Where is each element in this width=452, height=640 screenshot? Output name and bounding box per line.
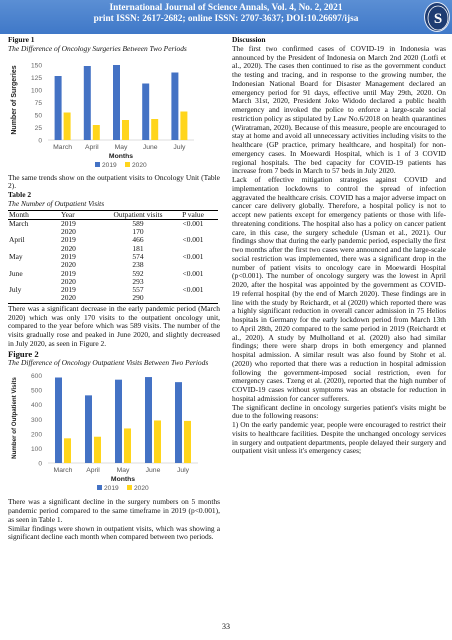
- figure1-label: Figure 1: [8, 35, 35, 44]
- legend-label-2019: 2019: [102, 161, 117, 169]
- bar-2020-may: [122, 120, 129, 140]
- table-cell: June: [9, 268, 23, 278]
- journal-header: [0, 0, 452, 34]
- y-axis-label: Number of Outpatient Visits: [11, 377, 18, 460]
- bar-2020-july: [184, 421, 191, 463]
- x-tick-label: May: [116, 467, 130, 475]
- bar-2019-may: [113, 65, 120, 140]
- x-axis-label: Months: [108, 152, 134, 160]
- y-tick-label: 300: [30, 417, 42, 425]
- page-number: 33: [222, 622, 230, 631]
- table-cell: 2019: [61, 268, 76, 278]
- y-tick-label: 75: [34, 99, 42, 107]
- outpatient-bar-chart: [8, 367, 220, 495]
- bar-2019-july: [175, 382, 182, 463]
- table-cell: 2019: [61, 218, 76, 228]
- legend-label-2019: 2019: [104, 485, 119, 493]
- table-cell: July: [9, 285, 22, 295]
- figure2-label: Figure 2: [8, 348, 39, 359]
- x-tick-label: March: [53, 467, 73, 475]
- table-cell: [8, 294, 60, 303]
- table-cell: 2019: [61, 235, 76, 245]
- table-cell: March: [9, 218, 29, 228]
- y-tick-label: 600: [30, 373, 42, 381]
- y-tick-label: 100: [30, 86, 42, 94]
- bar-2020-june: [151, 119, 158, 140]
- table-row: [8, 286, 218, 294]
- table-row: [8, 270, 218, 278]
- outpatient-visits-table: [8, 210, 218, 304]
- table-cell: 2020: [60, 294, 108, 303]
- y-tick-label: 400: [30, 402, 42, 410]
- bar-2020-may: [124, 429, 131, 464]
- logo-letter: S: [433, 11, 443, 27]
- table-cell: 170: [132, 227, 144, 237]
- table-cell: April: [9, 235, 25, 245]
- table-cell: 557: [132, 285, 144, 295]
- table-cell: 2020: [61, 276, 76, 286]
- x-axis-label: Months: [110, 476, 136, 484]
- legend-swatch-2019: [97, 485, 102, 490]
- x-tick-label: April: [84, 143, 99, 151]
- figure1-chart: [8, 54, 220, 172]
- journal-issn: print ISSN: 2617-2682; online ISSN: 2707-3637; DOI:10.26697/ijsa: [93, 14, 359, 24]
- bar-2019-may: [115, 380, 122, 463]
- table-header-cell: Outpatient visits: [108, 210, 168, 219]
- x-tick-label: March: [53, 143, 73, 151]
- y-tick-label: 0: [38, 460, 42, 468]
- bar-2019-march: [55, 76, 62, 140]
- table-cell: 466: [132, 235, 144, 245]
- legend-swatch-2020: [127, 485, 132, 490]
- table-cell: 181: [132, 243, 144, 253]
- table-body: [8, 219, 218, 303]
- bar-2019-april: [85, 396, 92, 464]
- table-row: [8, 236, 218, 244]
- y-tick-label: 0: [38, 136, 42, 144]
- discussion-paragraph-4: 1) On the early pandemic year, people were encouraged to restrict their visits to healthcare facilities. Despite the unchanged oncology services in surgery and outpatient departments, people delayed their surgery and outpatient visit unless it's emergency cases;: [232, 420, 446, 456]
- bar-2019-june: [142, 83, 149, 140]
- bar-2019-june: [145, 377, 152, 463]
- y-tick-label: 25: [34, 124, 42, 132]
- table-cell: 2020: [61, 227, 76, 237]
- table-cell: <0.001: [182, 218, 204, 228]
- table-header-cell: P value: [168, 210, 218, 219]
- bar-2019-july: [171, 72, 178, 140]
- legend-swatch-2019: [95, 162, 100, 167]
- journal-logo-icon: [424, 2, 450, 32]
- y-tick-label: 150: [30, 61, 42, 69]
- table-cell: 592: [132, 268, 144, 278]
- table-cell: 293: [132, 276, 144, 286]
- bar-2020-april: [94, 437, 101, 463]
- bar-2020-april: [93, 125, 100, 140]
- y-axis-label: Number of Surgeries: [11, 64, 18, 135]
- table-cell: <0.001: [182, 268, 204, 278]
- table-header-cell: Month: [8, 210, 60, 219]
- table2-label: Table 2: [8, 190, 32, 199]
- table-cell: <0.001: [182, 285, 204, 295]
- paragraph-after-fig2-b: Similar findings were shown in outpatient visits, which was showing a significant decline each month when compared between two periods.: [8, 523, 220, 542]
- table-row: [8, 253, 218, 261]
- right-column: [232, 36, 446, 456]
- table-header-row: [8, 210, 218, 219]
- bar-2020-march: [64, 439, 71, 464]
- table-row: [8, 294, 218, 303]
- x-tick-label: July: [173, 143, 186, 151]
- figure2-chart: [8, 367, 220, 495]
- bar-2020-june: [154, 421, 161, 464]
- legend-swatch-2020: [125, 162, 130, 167]
- y-tick-label: 125: [30, 74, 42, 82]
- bar-2019-march: [55, 378, 62, 464]
- figure1-caption: The Difference of Oncology Surgeries Between Two Periods: [8, 43, 187, 53]
- figure2-caption: The Difference of Oncology Outpatient Visits Between Two Periods: [8, 357, 209, 367]
- table-cell: 2020: [61, 243, 76, 253]
- table-row: [8, 219, 218, 228]
- discussion-heading: Discussion: [232, 35, 266, 44]
- table-cell: 2020: [61, 260, 76, 270]
- surgeries-bar-chart: [8, 54, 220, 172]
- table-cell: <0.001: [182, 251, 204, 261]
- y-tick-label: 100: [30, 446, 42, 454]
- x-tick-label: July: [176, 467, 190, 475]
- x-tick-label: May: [114, 143, 128, 151]
- discussion-paragraph-1: The first two confirmed cases of COVID-19 in Indonesia was announced by the President of Indonesia on March 2nd 2020 (Lotfi et al., 2020). The cases then continued to rise as the government conduct the testing and tracing, and in response to the growing number, the Indonesian National Board for Disaster Management declared an emergency period for 91 days, effective until May 29th, 2020. On March 31st, 2020, President Joko Widodo declared a public health emergency and invoked the police to enforce a large-scale social restriction policy as stipulated by Law No.6/2018 on health quarantines (Wiratraman, 2020). Because of this measure, people are encouraged to stay at home and avoid all unnecessary activities including visits to the healthcare (GP practice, primary healthcare, and hospital) for non-emergency cases. In Moewardi Hospital, which is 1 of 3 COVID regional hospitals. The bed capacity for COVID-19 patients has increase from 7 beds in March to 57 beds in July 2020.: [232, 43, 446, 176]
- y-tick-label: 50: [34, 111, 42, 119]
- table2-caption: The Number of Outpatient Visits: [8, 198, 105, 208]
- journal-title: International Journal of Science Annals, Vol. 4, No. 2, 2021: [109, 3, 343, 13]
- x-tick-label: June: [142, 143, 158, 151]
- table-cell: 574: [132, 251, 144, 261]
- x-tick-label: June: [145, 467, 161, 475]
- bar-2020-march: [64, 112, 71, 140]
- discussion-paragraph-3: The significant decline in oncology surgeries patient's visits might be due to the following reasons:: [232, 402, 446, 421]
- x-tick-label: April: [86, 467, 100, 475]
- table-cell: 589: [132, 218, 144, 228]
- legend-label-2020: 2020: [134, 485, 149, 493]
- discussion-paragraph-2: Lack of effective mitigation strategies against COVID and implementation lockdowns to control the spread of infection aggravated the healthcare crisis. COVID has a major adverse impact on cancer care delivery globally. Therefore, a hospital policy is not to accept new patients except for emergency patients or those with life-threatening conditions. The hospital also has a policy on cancer patient care, in this case, the surgery schedule (Usman et al., 2021). Our findings show that during the early pandemic period, especially the first two months after the first two cases were announced and the large-scale social restriction was implemented, there was a significant drop in the number of patient visits to oncology care in Moewardi Hospital (p<0.001). The number of oncology surgery was the lowest in April 2020, after the hospital was appointed by the government as COVID-19 referral hospital (by the end of March 2020). These findings are in line with the study by Reichardt, et al (2020) which reported there was a highly significant reduction in overall cancer admission in 75 Helios hospitals in Germany for the early lockdown period from March 13th to April 28th, 2020 compared to the same period in 2019 (Reichardt et al., 2020). A study by Mulholland et al. (2020) also had similar findings; there were sharp drops in both emergency and planned hospital admission. A similar result was also found by Stohr et al. (2020) who reported that there was a reduction in hospital admission following the government-imposed social restriction, even for emergency cases. Tzeng et al. (2020), reported that the high number of COVID-19 cases without symptoms was an obstacle for reduction in hospital admission for cancer sufferers.: [232, 175, 446, 403]
- bar-2020-july: [180, 111, 187, 140]
- y-tick-label: 500: [30, 387, 42, 395]
- paragraph-after-table: There was a significant decrease in the early pandemic period (March 2020) which was only 170 visits to the outpatient oncology unit, compared to the year before which was 589 visits. The number of the visits gradually rose and peaked in June 2020, and slightly decreased in July 2020, as seen in Figure 2.: [8, 303, 220, 348]
- table-cell: May: [9, 251, 23, 261]
- table-cell: <0.001: [182, 235, 204, 245]
- table-cell: 2019: [61, 251, 76, 261]
- table-cell: 290: [108, 294, 168, 303]
- table-header-cell: Year: [60, 210, 108, 219]
- paragraph-after-fig2-a: There was a significant decline in the surgery numbers on 5 months pandemic period compared to the same timeframe in 2019 (p<0.001), as seen in Table 1.: [8, 497, 220, 524]
- table-cell: [168, 294, 218, 303]
- legend-label-2020: 2020: [132, 161, 147, 169]
- paragraph-after-fig1: The same trends show on the outpatient visits to Oncology Unit (Table 2).: [8, 172, 220, 191]
- table-cell: 238: [132, 260, 144, 270]
- table-cell: 2019: [61, 285, 76, 295]
- left-column: [8, 36, 220, 542]
- bar-2019-april: [84, 66, 91, 140]
- y-tick-label: 200: [30, 431, 42, 439]
